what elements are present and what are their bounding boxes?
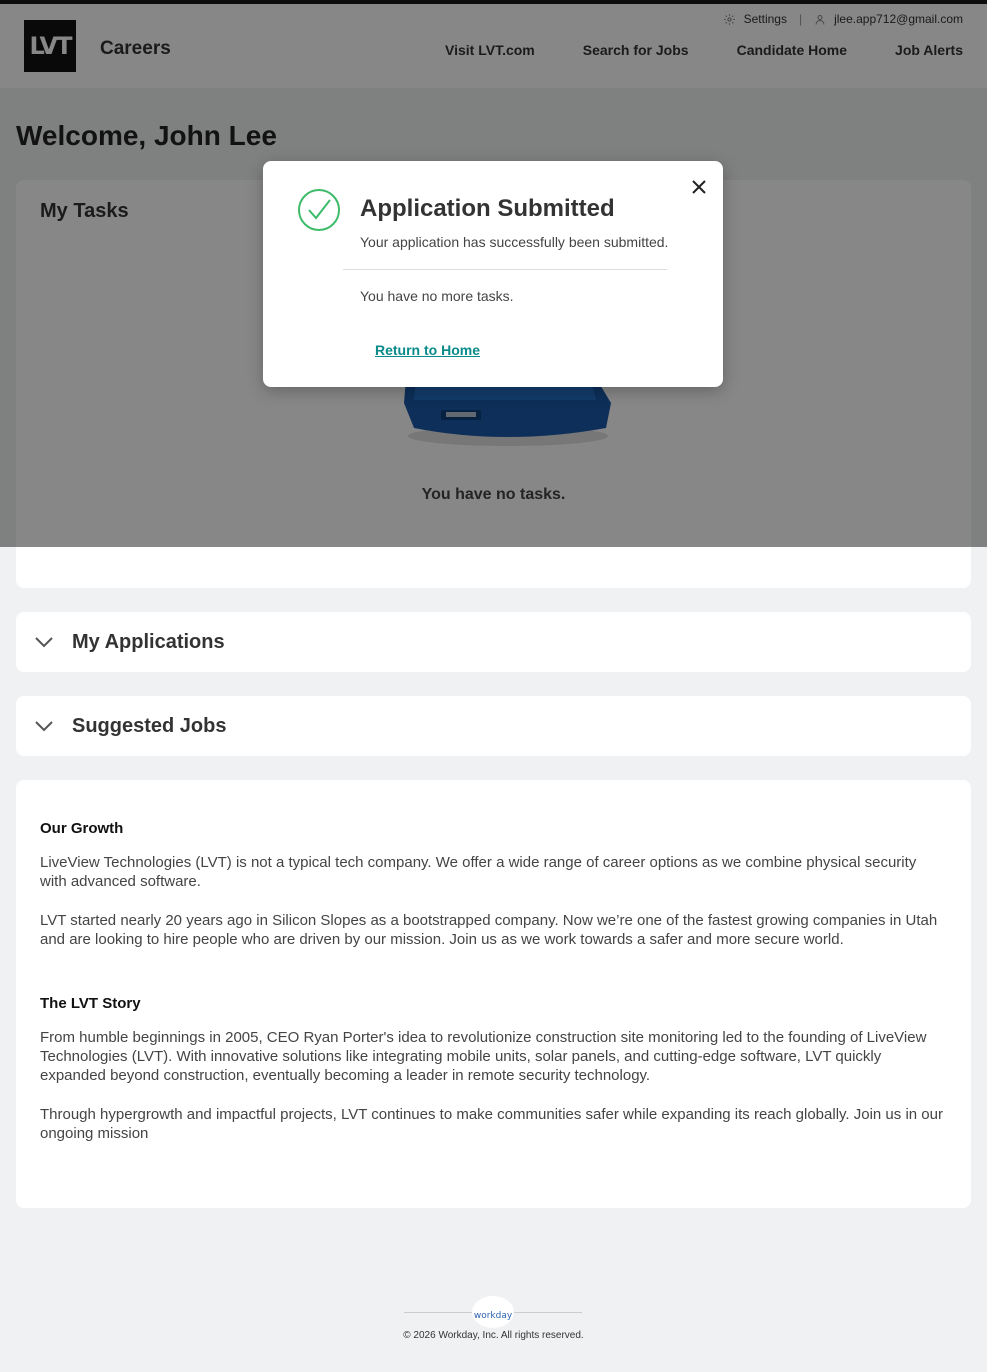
paragraph: LiveView Technologies (LVT) is not a typical tech company. We offer a wide range of career options as we combine physical security with advanced software. xyxy=(40,854,917,890)
dialog-divider xyxy=(343,269,667,270)
close-icon[interactable] xyxy=(689,177,709,197)
dialog-note: You have no more tasks. xyxy=(360,288,514,304)
suggested-jobs-label: Suggested Jobs xyxy=(72,714,227,737)
my-applications-accordion[interactable] xyxy=(16,612,971,672)
copyright-text: © 2026 Workday, Inc. All rights reserved. xyxy=(403,1330,584,1341)
careers-title: Careers xyxy=(100,38,171,59)
user-email: jlee.app712@gmail.com xyxy=(834,12,963,26)
my-tasks-title: My Tasks xyxy=(40,200,129,222)
about-company-card xyxy=(16,780,971,1208)
paragraph: Through hypergrowth and impactful projects, LVT continues to make communities safer while expanding its reach globally. Join us in our ongoing mission xyxy=(40,1106,943,1142)
check-circle-icon xyxy=(297,188,341,232)
section-heading: The LVT Story xyxy=(40,995,141,1012)
utility-separator: | xyxy=(798,12,803,26)
settings-label: Settings xyxy=(743,12,787,26)
workday-logo-text: workday xyxy=(473,1311,513,1321)
section-heading: Our Growth xyxy=(40,820,124,837)
nav-candidate-home[interactable]: Candidate Home xyxy=(736,42,848,58)
chevron-down-icon xyxy=(34,636,54,648)
nav-search-jobs[interactable]: Search for Jobs xyxy=(582,42,689,58)
my-applications-label: My Applications xyxy=(72,630,225,653)
workday-logo xyxy=(472,1296,514,1328)
chevron-down-icon xyxy=(34,720,54,732)
paragraph: LVT started nearly 20 years ago in Silicon Slopes as a bootstrapped company. Now we’re one of the fastest growing companies in Utah and are looking to hire people who are driven by our mission. Join us as we work towards a safer and more secure world. xyxy=(40,912,938,948)
dialog-subtitle: Your application has successfully been submitted. xyxy=(360,234,669,250)
no-tasks-message: You have no tasks. xyxy=(421,486,566,503)
page-title: Welcome, John Lee xyxy=(16,120,277,151)
paragraph: From humble beginnings in 2005, CEO Ryan Porter's idea to revolutionize construction site monitoring led to the founding of LiveView Technologies (LVT). With innovative solutions like integrating mobile units, solar panels, and cutting-edge software, LVT quickly expanded beyond construction, eventually becoming a leader in remote security technology. xyxy=(40,1029,927,1084)
nav-visit-lvt[interactable]: Visit LVT.com xyxy=(445,42,535,58)
return-to-home-link[interactable]: Return to Home xyxy=(375,342,480,358)
dialog-title: Application Submitted xyxy=(360,195,615,222)
nav-job-alerts[interactable]: Job Alerts xyxy=(895,42,963,58)
suggested-jobs-accordion[interactable] xyxy=(16,696,971,756)
lvt-logo[interactable]: LVT xyxy=(24,20,76,72)
application-submitted-dialog xyxy=(263,161,723,387)
